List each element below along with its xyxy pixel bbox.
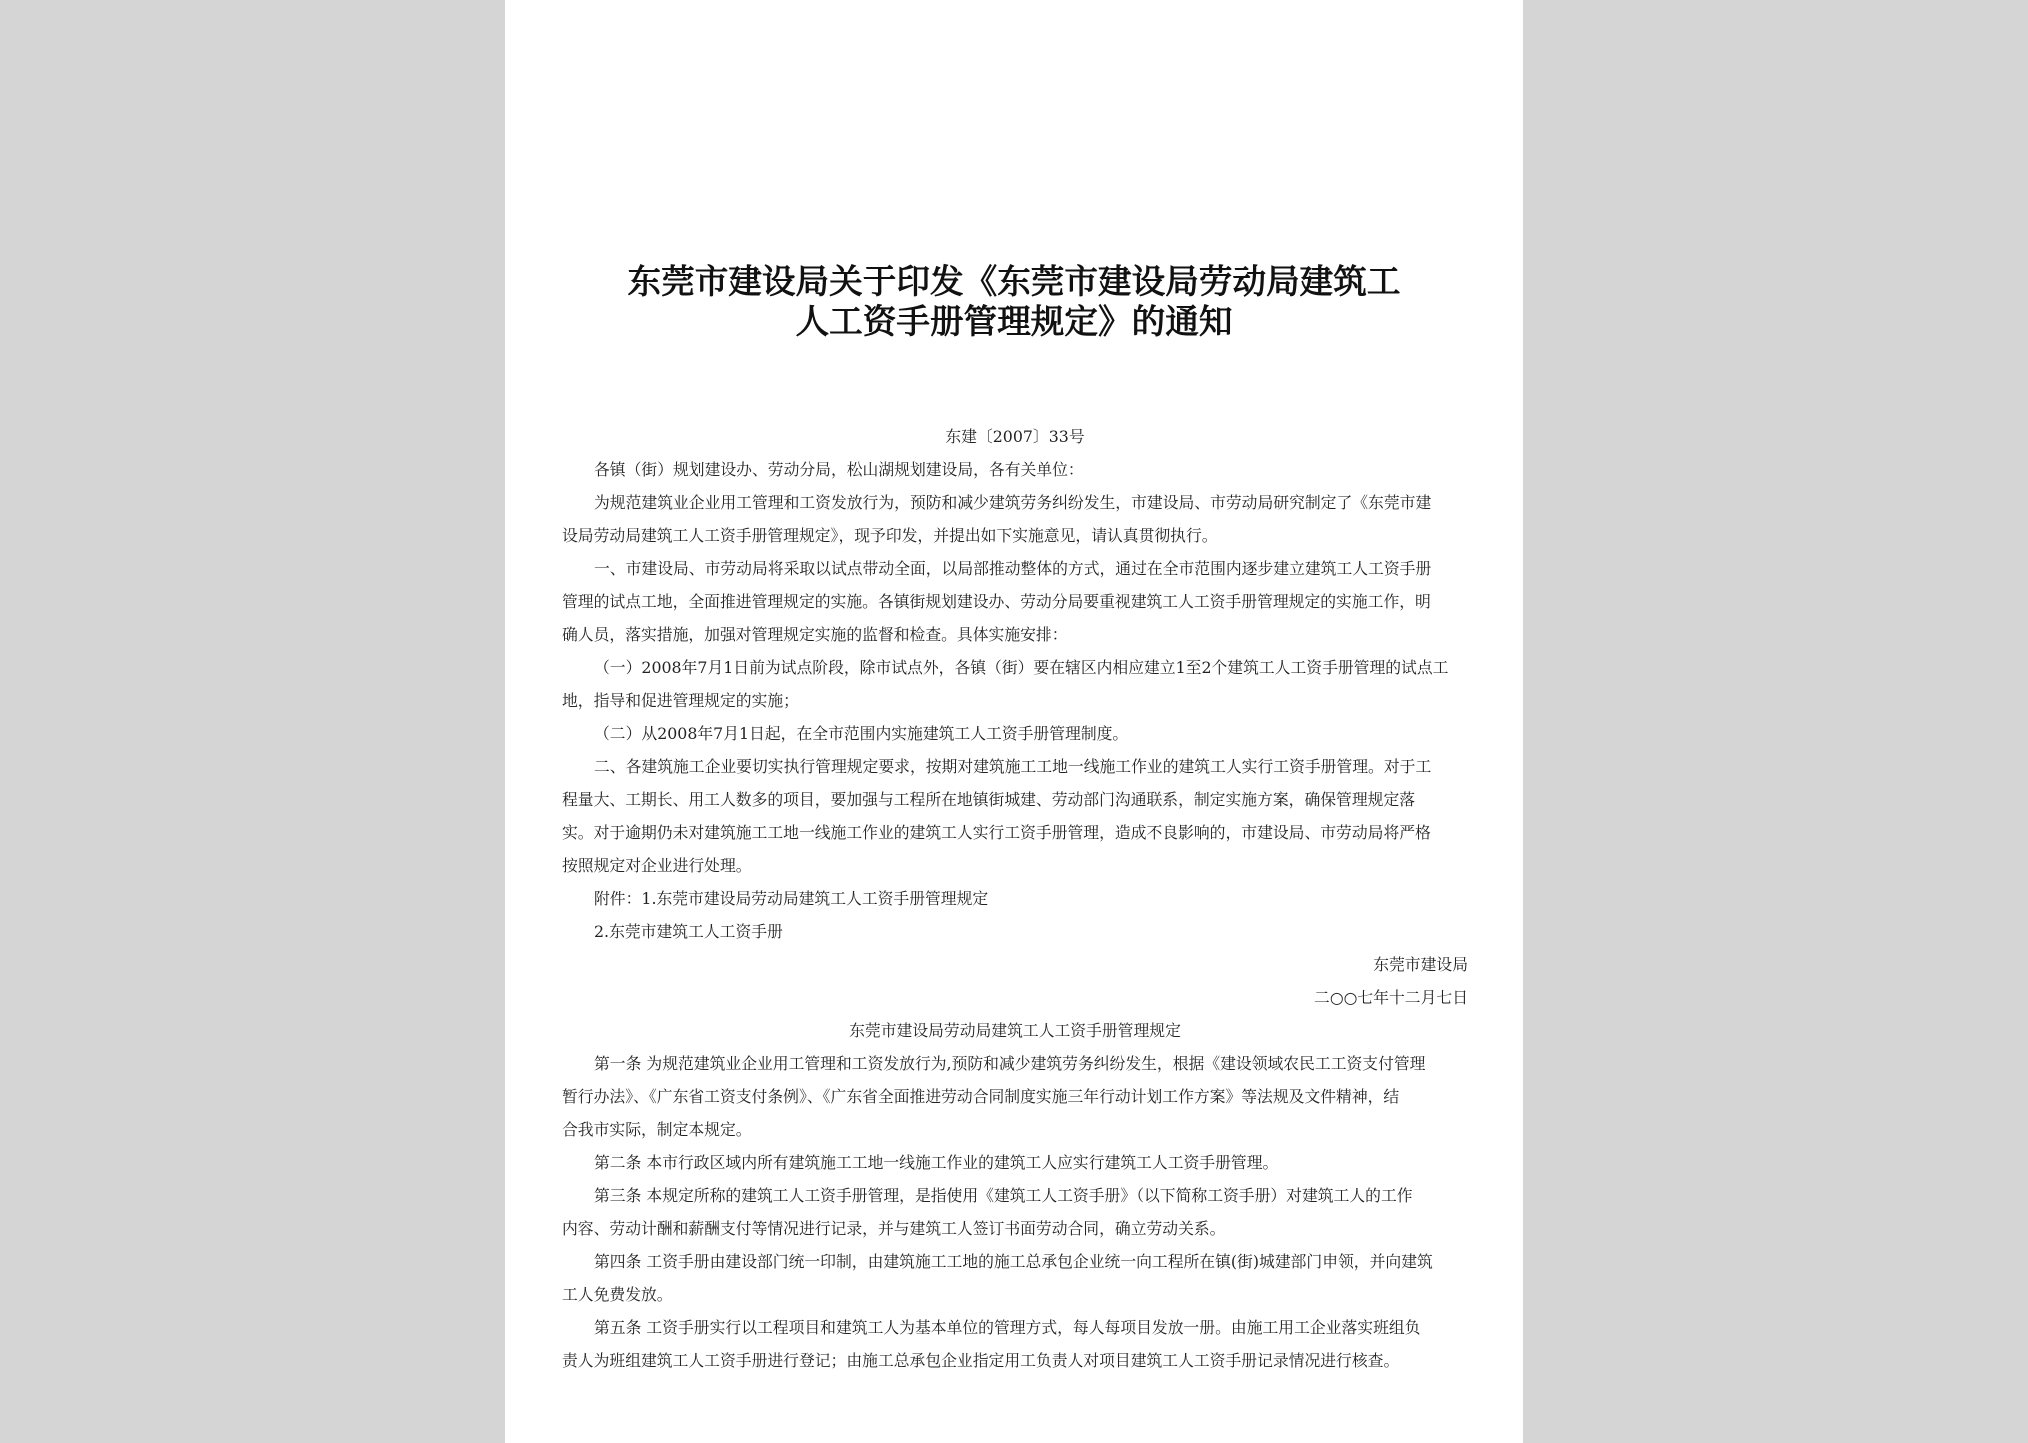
attachment-item: 2.东莞市建筑工人工资手册 (594, 922, 783, 941)
paragraph-line: 确人员，落实措施，加强对管理规定实施的监督和检查。具体实施安排： (562, 625, 1068, 644)
paragraph-line: 按照规定对企业进行处理。 (562, 856, 752, 875)
article-line: 第一条 为规范建筑业企业用工管理和工资发放行为,预防和减少建筑劳务纠纷发生，根据《建设领域农民工工资支付管理 (594, 1054, 1426, 1073)
article-line: 第五条 工资手册实行以工程项目和建筑工人为基本单位的管理方式，每人每项目发放一册。由施工用工企业落实班组负 (594, 1318, 1421, 1337)
paragraph-line: 实。对于逾期仍未对建筑施工工地一线施工作业的建筑工人实行工资手册管理，造成不良影响的，市建设局、市劳动局将严格 (562, 823, 1431, 842)
article-line: 第二条 本市行政区域内所有建筑施工工地一线施工作业的建筑工人应实行建筑工人工资手册管理。 (594, 1153, 1279, 1172)
article-line: 第三条 本规定所称的建筑工人工资手册管理，是指使用《建筑工人工资手册》（以下简称工资手册）对建筑工人的工作 (594, 1186, 1413, 1205)
title-line-2: 人工资手册管理规定》的通知 (795, 302, 1233, 341)
issue-date: 二○○七年十二月七日 (1314, 988, 1468, 1007)
paragraph-line: 一、市建设局、市劳动局将采取以试点带动全面，以局部推动整体的方式，通过在全市范围内逐步建立建筑工人工资手册 (594, 559, 1432, 578)
article-line: 暂行办法》、《广东省工资支付条例》、《广东省全面推进劳动合同制度实施三年行动计划工作方案》等法规及文件精神，结 (562, 1087, 1400, 1106)
paragraph-line: （一）2008年7月1日前为试点阶段，除市试点外，各镇（街）要在辖区内相应建立1至2个建筑工人工资手册管理的试点工 (594, 658, 1449, 677)
paragraph-line: 程量大、工期长、用工人数多的项目，要加强与工程所在地镇街城建、劳动部门沟通联系，制定实施方案，确保管理规定落 (562, 790, 1416, 809)
document-title (505, 262, 1523, 342)
article-line: 工人免费发放。 (562, 1285, 673, 1304)
paragraph-line: 地，指导和促进管理规定的实施； (562, 691, 799, 710)
document-page (505, 0, 1523, 1443)
document-body (562, 420, 1468, 1377)
article-line: 合我市实际，制定本规定。 (562, 1120, 752, 1139)
paragraph-line: （二）从2008年7月1日起，在全市范围内实施建筑工人工资手册管理制度。 (594, 724, 1129, 743)
regulation-title: 东莞市建设局劳动局建筑工人工资手册管理规定 (849, 1021, 1181, 1040)
paragraph-line: 管理的试点工地，全面推进管理规定的实施。各镇街规划建设办、劳动分局要重视建筑工人工资手册管理规定的实施工作，明 (562, 592, 1431, 611)
article-line: 第四条 工资手册由建设部门统一印制，由建筑施工工地的施工总承包企业统一向工程所在镇(街)城建部门申领，并向建筑 (594, 1252, 1433, 1271)
document-number: 东建〔2007〕33号 (945, 427, 1085, 446)
article-line: 内容、劳动计酬和薪酬支付等情况进行记录，并与建筑工人签订书面劳动合同，确立劳动关系。 (562, 1219, 1226, 1238)
paragraph-line: 二、各建筑施工企业要切实执行管理规定要求，按期对建筑施工工地一线施工作业的建筑工人实行工资手册管理。对于工 (594, 757, 1432, 776)
title-line-1: 东莞市建设局关于印发《东莞市建设局劳动局建筑工 (627, 262, 1401, 301)
intro-line: 设局劳动局建筑工人工资手册管理规定》，现予印发，并提出如下实施意见，请认真贯彻执行。 (562, 526, 1218, 545)
addressee: 各镇（街）规划建设办、劳动分局，松山湖规划建设局，各有关单位： (594, 460, 1084, 479)
article-line: 责人为班组建筑工人工资手册进行登记；由施工总承包企业指定用工负责人对项目建筑工人工资手册记录情况进行核查。 (562, 1351, 1400, 1370)
issuer: 东莞市建设局 (1373, 955, 1468, 974)
intro-line: 为规范建筑业企业用工管理和工资发放行为，预防和减少建筑劳务纠纷发生，市建设局、市劳动局研究制定了《东莞市建 (594, 493, 1432, 512)
attachment-item: 附件：1.东莞市建设局劳动局建筑工人工资手册管理规定 (594, 889, 989, 908)
